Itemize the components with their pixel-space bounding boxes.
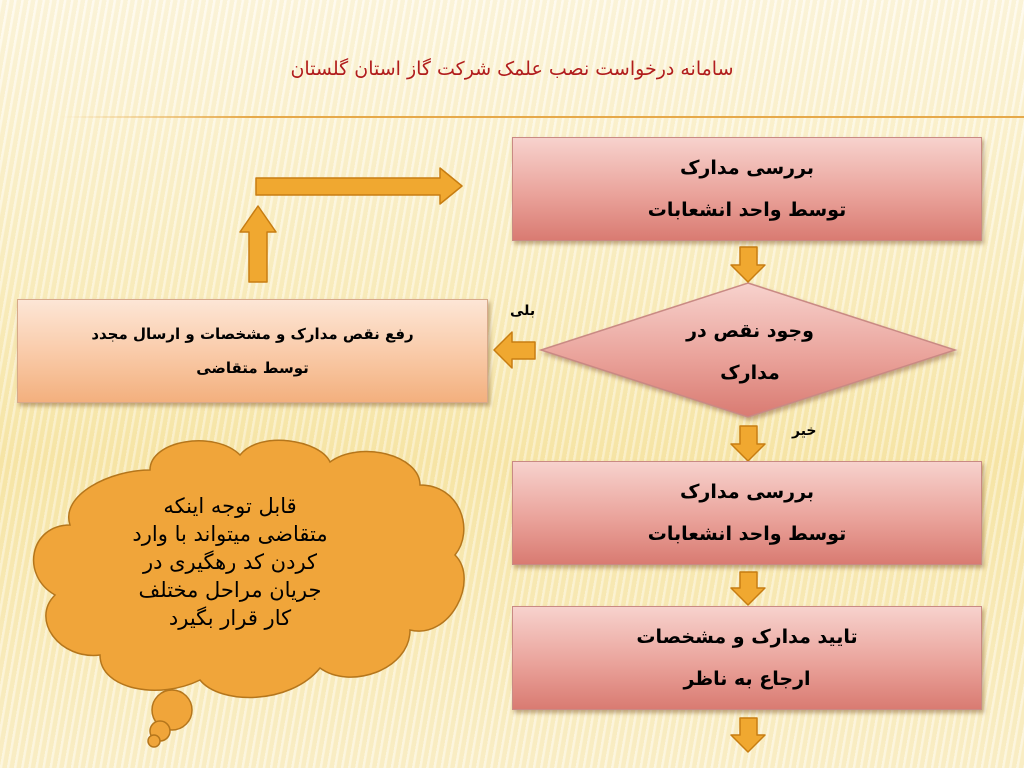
note-line: متقاضی میتواند با وارد — [132, 522, 328, 546]
step-review-documents-1 — [512, 137, 982, 241]
step3-line2: ارجاع به ناظر — [683, 668, 811, 690]
step-approve-refer — [512, 606, 982, 710]
note-line: جریان مراحل مختلف — [138, 578, 322, 602]
note-line: کردن کد رهگیری در — [142, 550, 318, 574]
fix-line1: رفع نقص مدارک و مشخصات و ارسال مجدد — [91, 325, 414, 343]
yes-label: بلی — [510, 303, 536, 319]
step2-line1: بررسی مدارک — [679, 481, 815, 503]
arrow-down-4 — [731, 718, 765, 752]
arrow-down-1 — [731, 247, 765, 282]
page-title: سامانه درخواست نصب علمک شرکت گاز استان گلستان — [290, 58, 734, 80]
arrow-right — [256, 168, 462, 204]
step1-line1: بررسی مدارک — [679, 157, 815, 179]
step2-line2: توسط واحد انشعابات — [647, 523, 847, 545]
arrow-down-3 — [731, 572, 765, 605]
note-line: قابل توجه اینکه — [163, 494, 297, 518]
step1-line2: توسط واحد انشعابات — [647, 199, 847, 221]
no-label: خیر — [792, 423, 817, 439]
fix-line2: توسط متقاضی — [196, 359, 309, 377]
decision-label — [650, 310, 850, 394]
note-text — [90, 492, 370, 632]
step-fix-deficiency — [17, 299, 488, 403]
arrow-down-2 — [731, 426, 765, 461]
decision-line2: مدارک — [720, 362, 780, 384]
decision-line1: وجود نقص در — [686, 320, 814, 342]
step-review-documents-2 — [512, 461, 982, 565]
arrow-up — [240, 206, 276, 282]
arrow-left-yes — [494, 332, 535, 368]
step3-line1: تایید مدارک و مشخصات — [636, 626, 858, 648]
note-line: کار قرار بگیرد — [168, 606, 292, 630]
